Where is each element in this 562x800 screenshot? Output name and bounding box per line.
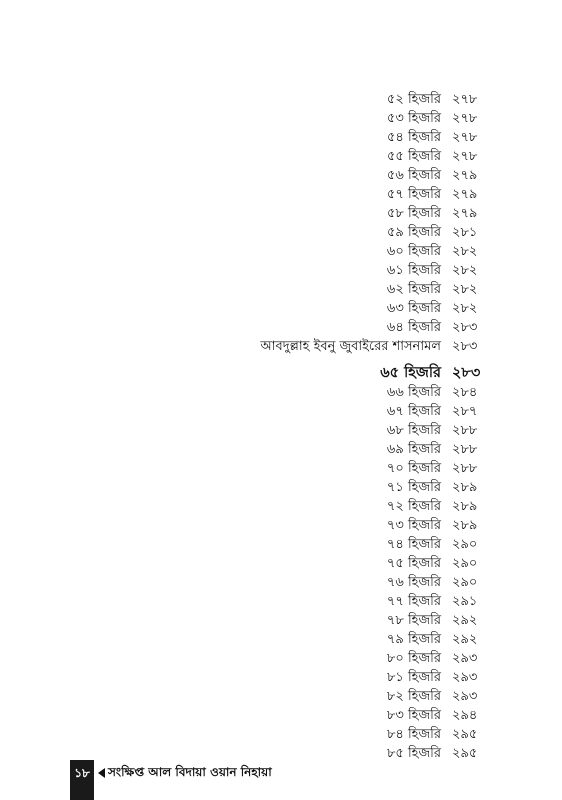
toc-entry-page: ২৯৫	[452, 727, 478, 742]
toc-entry-page: ২৯০	[452, 556, 478, 571]
toc-entry-page: ২৮২	[452, 301, 478, 316]
page-number-badge: ১৮	[70, 760, 94, 800]
toc-entry-label: ৫৯ হিজরি	[386, 225, 441, 240]
toc-entry-label: ৬৯ হিজরি	[386, 442, 441, 457]
toc-row	[0, 706, 562, 725]
toc-entry-label: ৮৪ হিজরি	[386, 727, 441, 742]
toc-entry-label: ৮২ হিজরি	[386, 689, 441, 704]
toc-entry-label: ৬৩ হিজরি	[386, 301, 441, 316]
toc-row	[0, 402, 562, 421]
toc-entry-page: ২৮৭	[452, 404, 478, 419]
toc-row	[0, 242, 562, 261]
toc-entry-page: ২৮৯	[452, 499, 478, 514]
toc-entry-label: ৫৩ হিজরি	[386, 111, 441, 126]
toc-row	[0, 90, 562, 109]
toc-entry-page: ২৮৩	[452, 320, 478, 335]
toc-entry-label: ৬০ হিজরি	[386, 244, 441, 259]
toc-entry-label: ৮০ হিজরি	[386, 651, 441, 666]
toc-row	[0, 611, 562, 630]
toc-row	[0, 497, 562, 516]
toc-row	[0, 592, 562, 611]
toc-row	[0, 573, 562, 592]
toc-entry-label: ৭৯ হিজরি	[386, 632, 441, 647]
toc-entry-label: ৮৩ হিজরি	[386, 708, 441, 723]
toc-entry-label: ৫৮ হিজরি	[386, 206, 441, 221]
toc-entry-page: ২৭৮	[452, 130, 478, 145]
toc-entry-label: ৫২ হিজরি	[386, 92, 441, 107]
toc-row	[0, 668, 562, 687]
toc-row	[0, 459, 562, 478]
toc-entry-page: ২৮২	[452, 263, 478, 278]
toc-row	[0, 630, 562, 649]
toc-entry-label: ৭৭ হিজরি	[386, 594, 441, 609]
toc-row	[0, 299, 562, 318]
toc-entry-label: ৬৬ হিজরি	[386, 385, 441, 400]
toc-entry-page: ২৭৮	[452, 111, 478, 126]
toc-row	[0, 440, 562, 459]
toc-row-section-heading	[0, 364, 562, 383]
toc-row	[0, 261, 562, 280]
toc-entry-label: ৫৬ হিজরি	[386, 168, 441, 183]
toc-entry-page: ২৯৩	[452, 689, 478, 704]
toc-entry-label: ৫৭ হিজরি	[386, 187, 441, 202]
toc-entry-page: ২৯০	[452, 575, 478, 590]
toc-row	[0, 204, 562, 223]
toc-entry-label: ৬৪ হিজরি	[386, 320, 441, 335]
toc-entry-label: ৬২ হিজরি	[386, 282, 441, 297]
toc-entry-page: ২৭৯	[452, 168, 478, 183]
toc-row	[0, 649, 562, 668]
toc-entry-page: ২৯৩	[452, 670, 478, 685]
toc-entry-label: ৬৫ হিজরি	[380, 365, 441, 381]
toc-entry-label: ৬৭ হিজরি	[386, 404, 441, 419]
toc-entry-page: ২৭৮	[452, 149, 478, 164]
toc-row	[0, 383, 562, 402]
arrow-left-icon	[98, 768, 105, 778]
toc-entry-page: ২৮৯	[452, 518, 478, 533]
toc-entry-page: ২৮৯	[452, 480, 478, 495]
toc-row	[0, 478, 562, 497]
toc-entry-page: ২৮৮	[452, 442, 478, 457]
toc-entry-page: ২৮২	[452, 244, 478, 259]
toc-row	[0, 554, 562, 573]
toc-row	[0, 185, 562, 204]
toc-entry-label: ৬৮ হিজরি	[386, 423, 441, 438]
toc-entry-page: ২৮১	[452, 225, 478, 240]
toc-row	[0, 147, 562, 166]
toc-row	[0, 687, 562, 706]
toc-entry-page: ২৯২	[452, 632, 478, 647]
toc-entry-page: ২৯১	[452, 594, 478, 609]
toc-entry-page: ২৮২	[452, 282, 478, 297]
toc-entry-label: ৮৫ হিজরি	[386, 746, 441, 761]
toc-entry-page: ২৭৯	[452, 206, 478, 221]
toc-entry-page: ২৯৪	[452, 708, 478, 723]
toc-entry-label: ৭৮ হিজরি	[386, 613, 441, 628]
toc-entry-label: ৮১ হিজরি	[386, 670, 441, 685]
toc-row	[0, 535, 562, 554]
toc-entry-page: ২৮৪	[452, 385, 478, 400]
toc-entry-page: ২৭৯	[452, 187, 478, 202]
toc-entry-label: আবদুল্লাহ ইবনু জুবাইরের শাসনামল	[260, 339, 441, 354]
toc-entry-label: ৭১ হিজরি	[386, 480, 441, 495]
page-footer	[0, 760, 562, 800]
toc-entry-label: ৭২ হিজরি	[386, 499, 441, 514]
toc-entry-label: ৫৪ হিজরি	[386, 130, 441, 145]
book-title: সংক্ষিপ্ত আল বিদায়া ওয়ান নিহায়া	[108, 765, 272, 779]
toc-row	[0, 109, 562, 128]
toc-entry-page: ২৮৮	[452, 461, 478, 476]
toc-entry-label: ৬১ হিজরি	[386, 263, 441, 278]
toc-entry-page: ২৯৫	[452, 746, 478, 761]
table-of-contents	[0, 90, 562, 763]
toc-entry-label: ৭৫ হিজরি	[386, 556, 441, 571]
toc-row	[0, 128, 562, 147]
toc-entry-page: ২৯৩	[452, 651, 478, 666]
toc-entry-page: ২৯০	[452, 537, 478, 552]
toc-row	[0, 421, 562, 440]
toc-row	[0, 223, 562, 242]
toc-entry-page: ২৮৩	[452, 339, 478, 354]
toc-row	[0, 516, 562, 535]
toc-row	[0, 337, 562, 356]
toc-entry-page: ২৮৩	[452, 365, 481, 381]
toc-entry-label: ৭০ হিজরি	[386, 461, 441, 476]
toc-entry-label: ৫৫ হিজরি	[386, 149, 441, 164]
toc-entry-page: ২৯২	[452, 613, 478, 628]
toc-entry-page: ২৭৮	[452, 92, 478, 107]
toc-entry-label: ৭৬ হিজরি	[386, 575, 441, 590]
toc-entry-label: ৭৩ হিজরি	[386, 518, 441, 533]
toc-entry-page: ২৮৮	[452, 423, 478, 438]
toc-entry-label: ৭৪ হিজরি	[386, 537, 441, 552]
toc-row	[0, 280, 562, 299]
toc-row	[0, 318, 562, 337]
toc-row	[0, 725, 562, 744]
toc-row	[0, 166, 562, 185]
